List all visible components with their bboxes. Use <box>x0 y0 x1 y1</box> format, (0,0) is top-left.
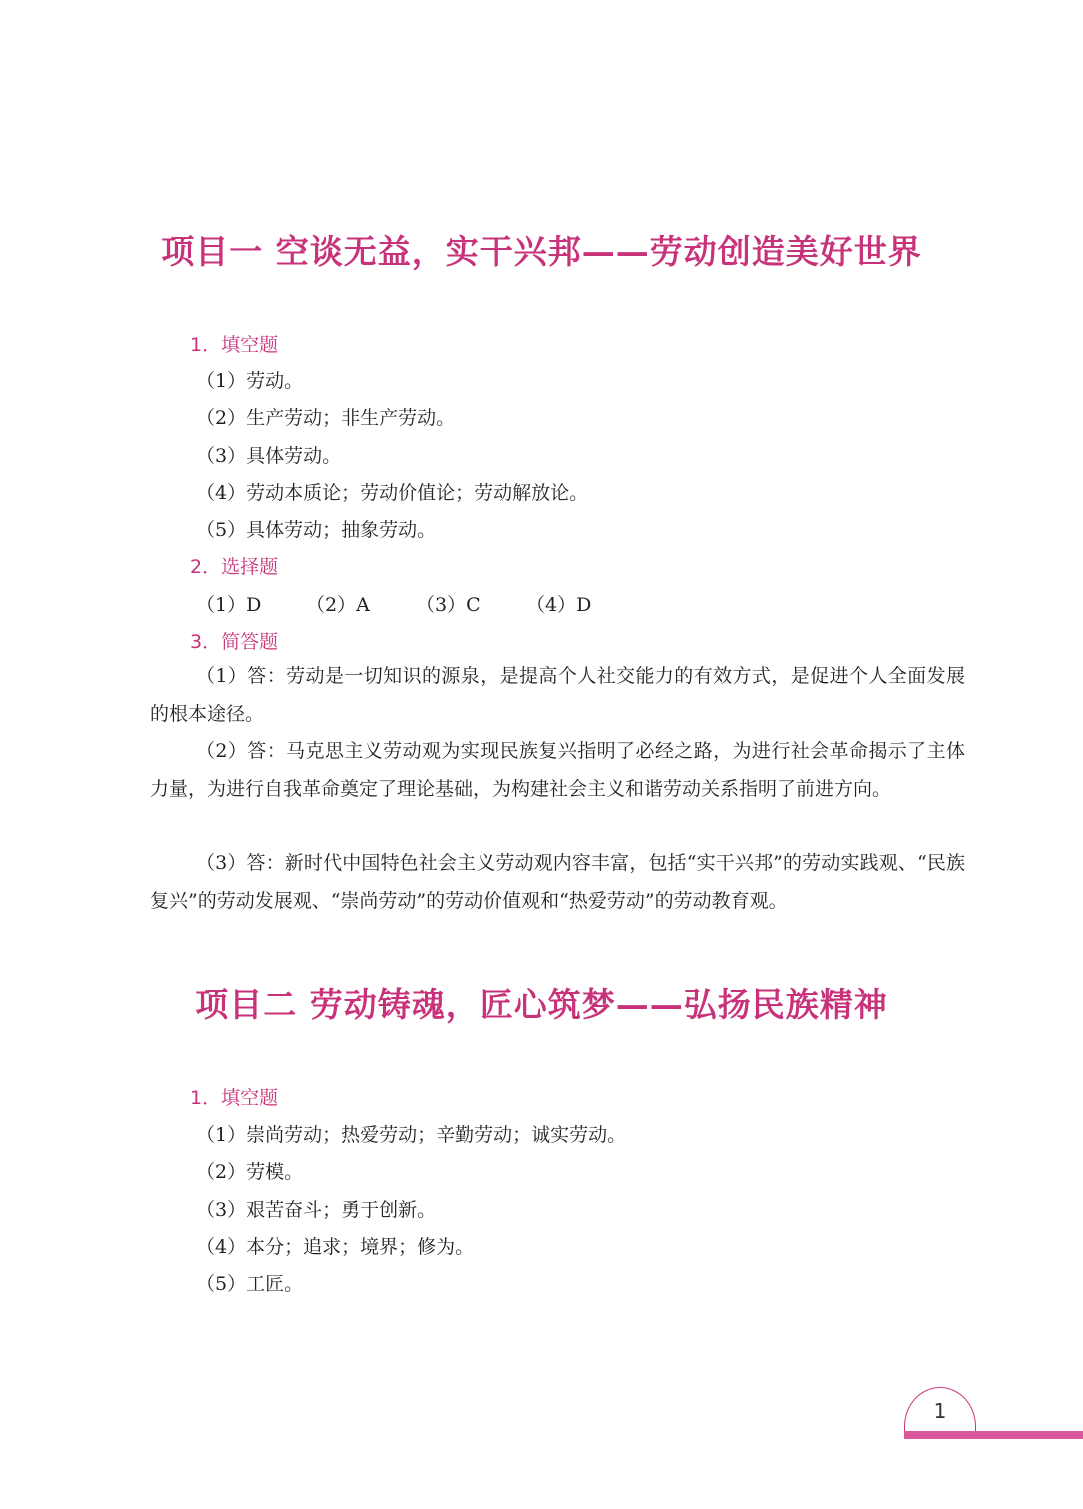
fill-answer: （1）崇尚劳动；热爱劳动；辛勤劳动；诚实劳动。 <box>196 1124 627 1146</box>
choice-answer: （2）A <box>306 594 370 616</box>
fill-answer: （2）劳模。 <box>196 1161 304 1183</box>
fill-answer: （5）具体劳动；抽象劳动。 <box>196 519 437 541</box>
choice-answer: （4）D <box>526 594 592 616</box>
choice-answer: （3）C <box>416 594 481 616</box>
fill-answer: （5）工匠。 <box>196 1273 304 1295</box>
fill-heading: 1．填空题 <box>190 334 279 356</box>
page-number: 1 <box>904 1387 976 1431</box>
short-answer: （2）答：马克思主义劳动观为实现民族复兴指明了必经之路，为进行社会革命揭示了主体力量，为进行自我革命奠定了理论基础，为构建社会主义和谐劳动关系指明了前进方向。 <box>150 740 965 800</box>
page-footer-bar <box>904 1431 1083 1439</box>
fill-answer: （4）劳动本质论；劳动价值论；劳动解放论。 <box>196 482 589 504</box>
short-answer: （1）答：劳动是一切知识的源泉，是提高个人社交能力的有效方式，是促进个人全面发展的根本途径。 <box>150 665 965 725</box>
fill-answer: （2）生产劳动；非生产劳动。 <box>196 407 456 429</box>
short-answer-heading: 3．简答题 <box>190 631 279 653</box>
fill-heading: 1．填空题 <box>190 1087 279 1109</box>
choice-answers <box>196 590 636 617</box>
fill-answer: （1）劳动。 <box>196 370 304 392</box>
short-answer: （3）答：新时代中国特色社会主义劳动观内容丰富，包括“实干兴邦”的劳动实践观、“民族复兴”的劳动发展观、“崇尚劳动”的劳动价值观和“热爱劳动”的劳动教育观。 <box>150 852 965 912</box>
fill-answer: （4）本分；追求；境界；修为。 <box>196 1236 475 1258</box>
fill-answer: （3）具体劳动。 <box>196 445 342 467</box>
project-1-title: 项目一 空谈无益，实干兴邦——劳动创造美好世界 <box>161 232 922 271</box>
fill-answer: （3）艰苦奋斗；勇于创新。 <box>196 1199 437 1221</box>
project-2-title: 项目二 劳动铸魂，匠心筑梦——弘扬民族精神 <box>195 985 888 1024</box>
choice-heading: 2．选择题 <box>190 556 279 578</box>
choice-answer: （1）D <box>196 594 262 616</box>
